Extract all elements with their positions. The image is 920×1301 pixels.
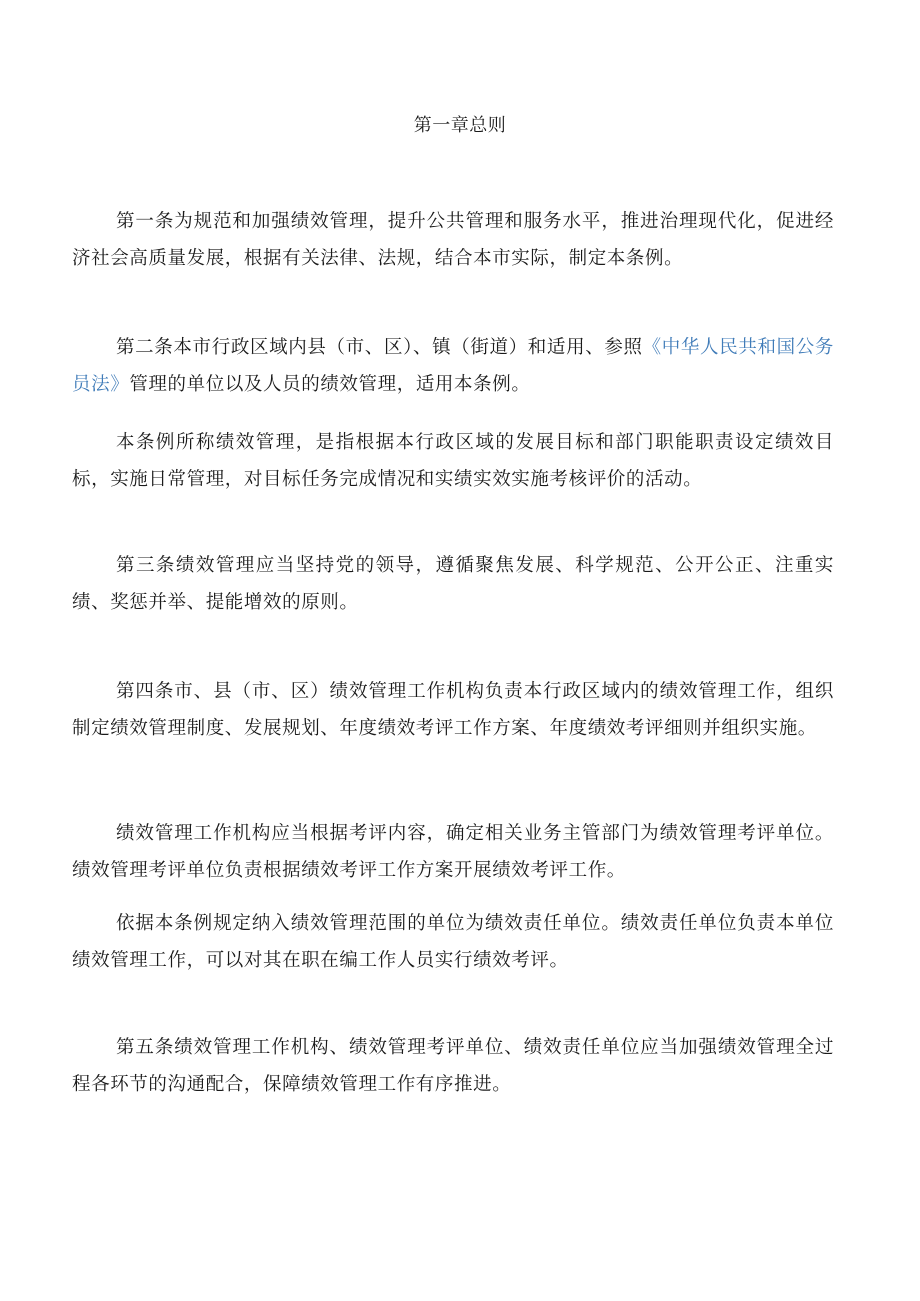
article-3: 第三条绩效管理应当坚持党的领导，遵循聚焦发展、科学规范、公开公正、注重实绩、奖惩并举、提能增效的原则。 [72, 555, 834, 613]
article-2 [72, 329, 834, 403]
article-2-text-before: 第二条本市行政区域内县（市、区）、镇（街道）和适用、参照 [116, 337, 643, 358]
article-2-text-after: 管理的单位以及人员的绩效管理，适用本条例。 [129, 374, 531, 395]
chapter-title: 第一章总则 [413, 115, 507, 136]
civil-servant-law-link[interactable]: 《中华人民共和国公务员法》 [72, 337, 834, 395]
article-5: 第五条绩效管理工作机构、绩效管理考评单位、绩效责任单位应当加强绩效管理全过程各环节的沟通配合，保障绩效管理工作有序推进。 [72, 1037, 834, 1095]
article-1: 第一条为规范和加强绩效管理，提升公共管理和服务水平，推进治理现代化，促进经济社会高质量发展，根据有关法律、法规，结合本市实际，制定本条例。 [72, 211, 834, 269]
article-4-paragraph-3: 依据本条例规定纳入绩效管理范围的单位为绩效责任单位。绩效责任单位负责本单位绩效管理工作，可以对其在职在编工作人员实行绩效考评。 [72, 913, 834, 971]
article-2-paragraph-2: 本条例所称绩效管理，是指根据本行政区域的发展目标和部门职能职责设定绩效目标，实施日常管理，对目标任务完成情况和实绩实效实施考核评价的活动。 [72, 432, 834, 490]
article-4-paragraph-2: 绩效管理工作机构应当根据考评内容，确定相关业务主管部门为绩效管理考评单位。绩效管理考评单位负责根据绩效考评工作方案开展绩效考评工作。 [72, 823, 834, 881]
article-4: 第四条市、县（市、区）绩效管理工作机构负责本行政区域内的绩效管理工作，组织制定绩效管理制度、发展规划、年度绩效考评工作方案、年度绩效考评细则并组织实施。 [72, 681, 834, 739]
